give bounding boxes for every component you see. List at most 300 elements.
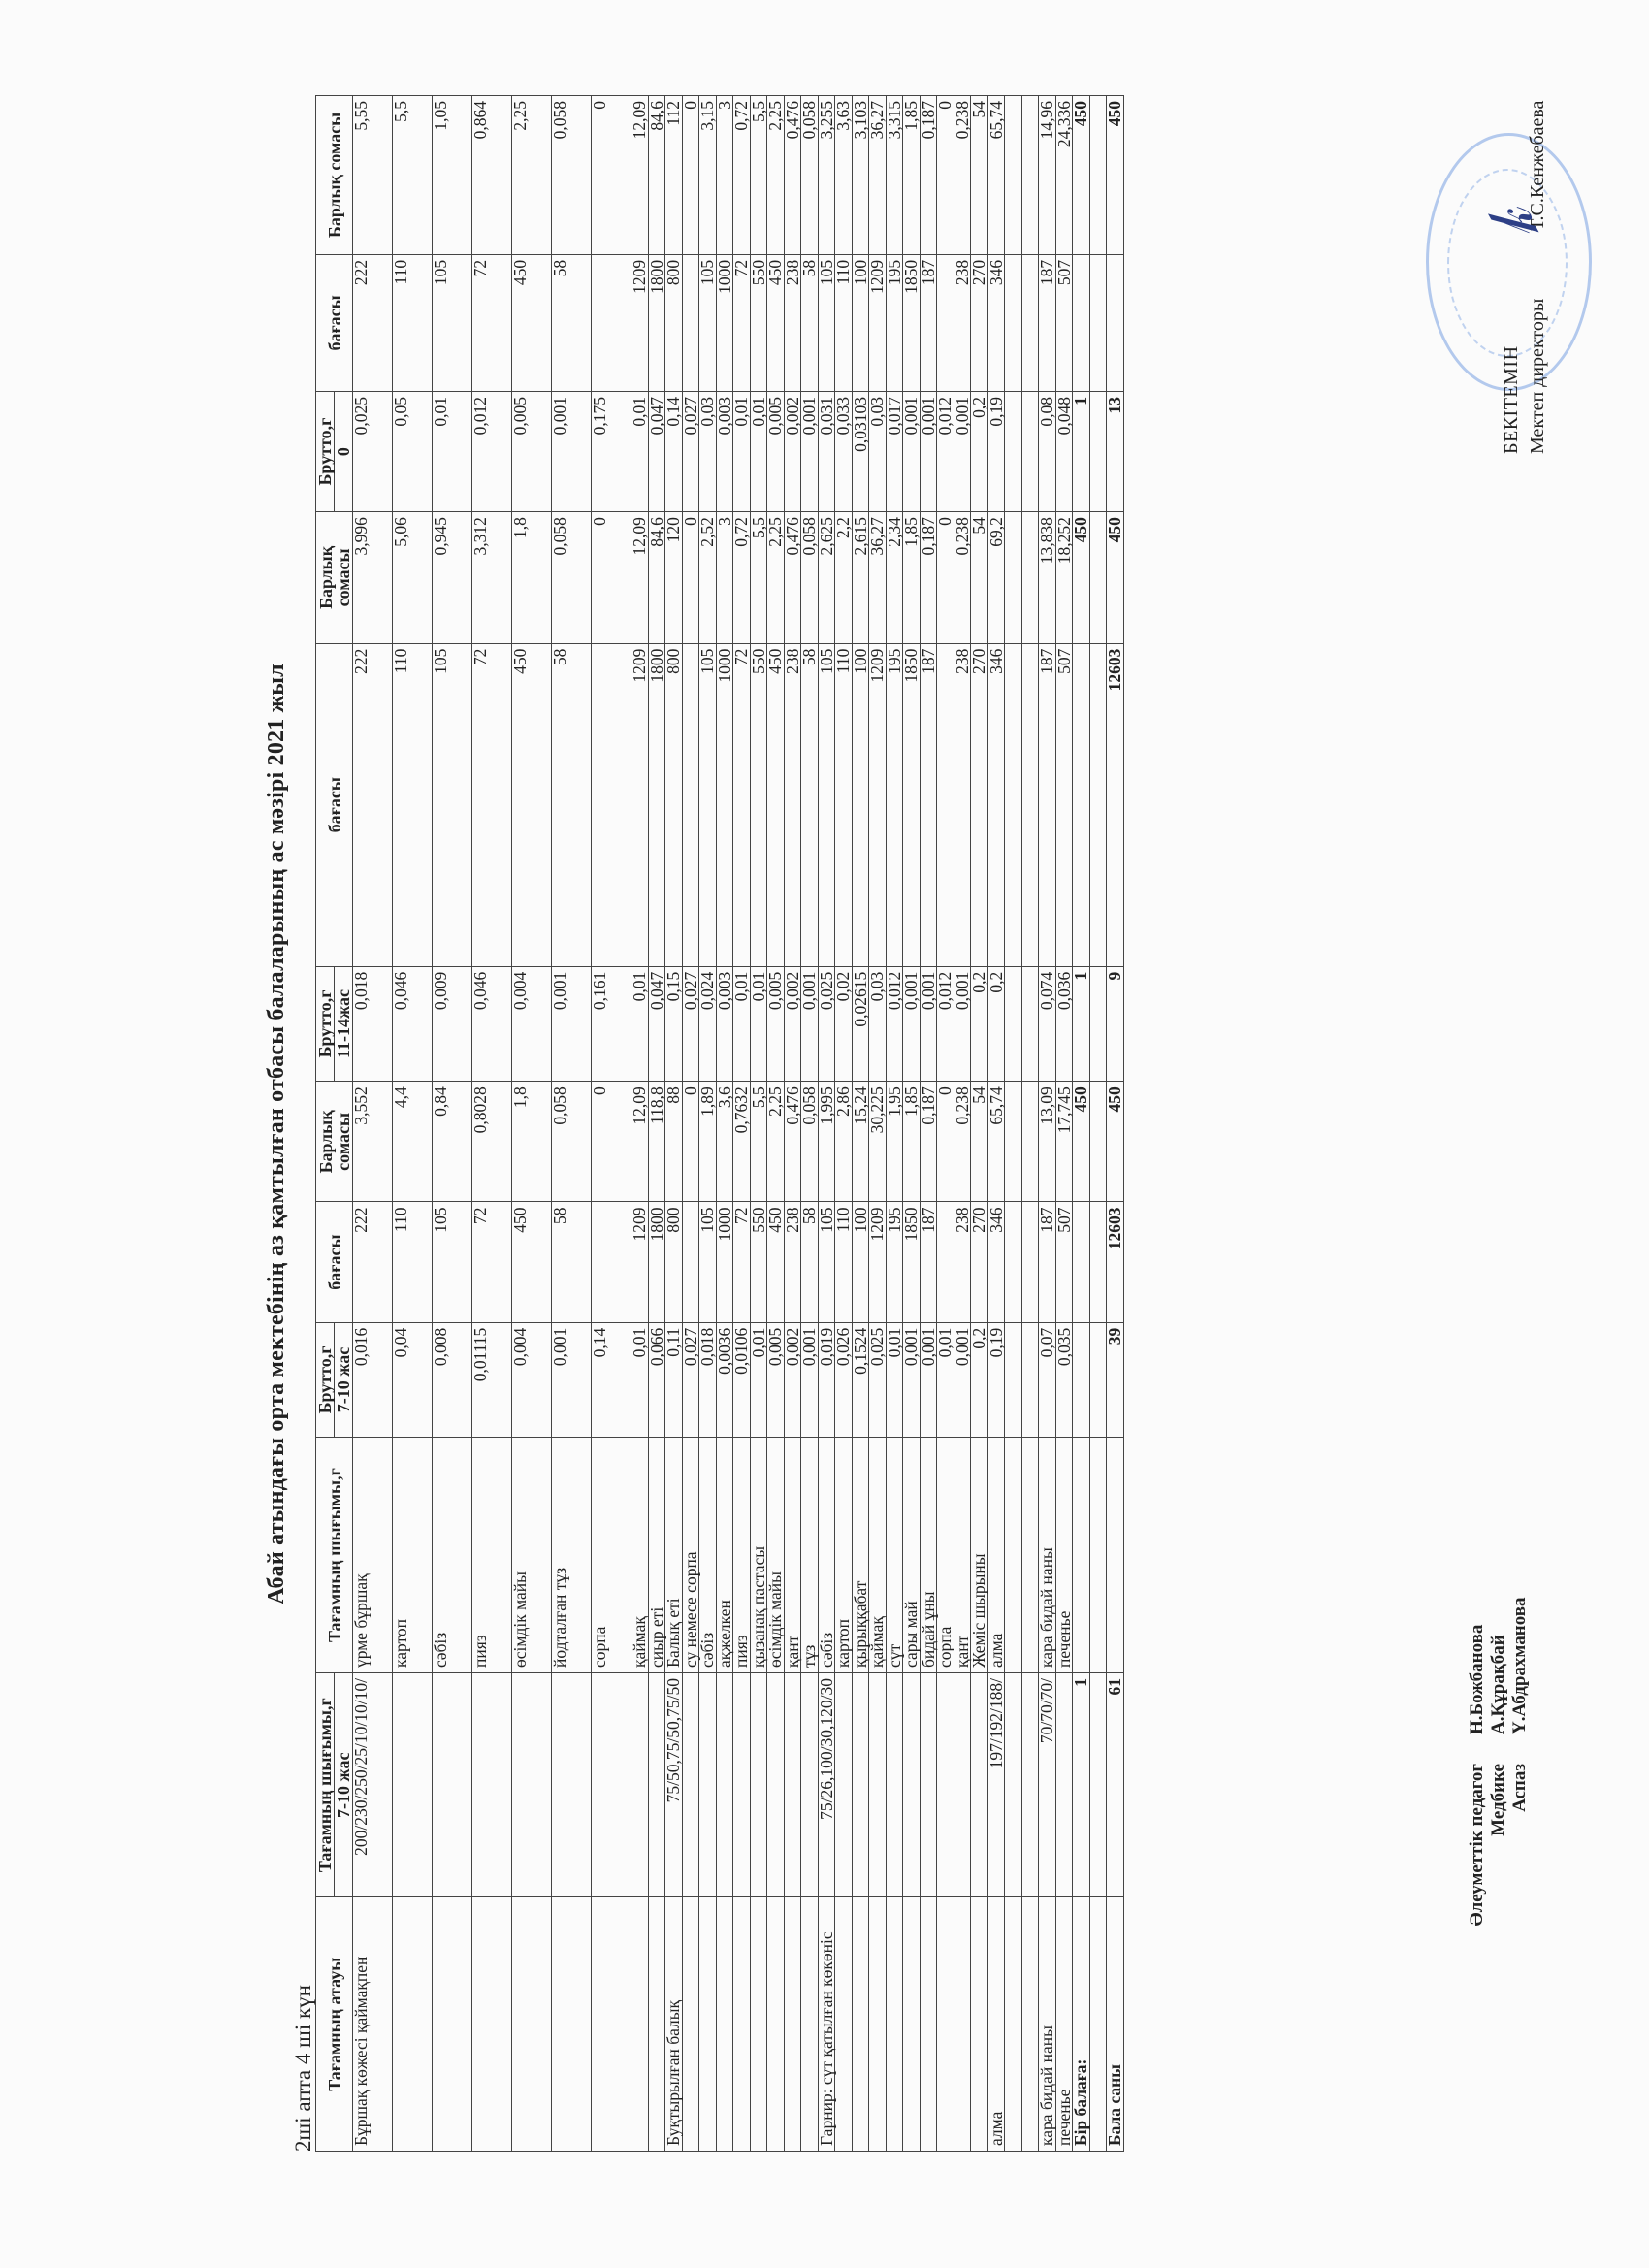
header-ingredient: Тағамның шығымы,г	[316, 1438, 353, 1673]
price-2-cell: 346	[987, 643, 1005, 966]
price-2-cell	[1005, 643, 1022, 966]
total-2-cell: 2,625	[818, 512, 835, 643]
gross-2-cell: 0,024	[699, 966, 717, 1082]
ingredient-cell: сәбіз	[818, 1438, 835, 1673]
dish-cell	[1021, 1897, 1039, 2152]
yield-cell	[512, 1673, 552, 1897]
price-2-cell	[1021, 643, 1039, 966]
gross-3-cell	[1005, 391, 1022, 511]
dish-cell	[937, 1897, 954, 2152]
table-row	[433, 96, 472, 2152]
gross-3-cell: 1	[1073, 391, 1090, 511]
table-row	[903, 96, 921, 2152]
total-1-cell: 1,95	[886, 1082, 903, 1202]
ingredient-cell: өсімдік майы	[512, 1438, 552, 1673]
total-1-cell: 3,552	[353, 1082, 393, 1202]
signature-name: Ү.Абдрахманова	[1509, 1597, 1530, 1734]
total-1-cell: 30,225	[869, 1082, 887, 1202]
total-2-cell: 2,615	[852, 512, 869, 643]
gross-3-cell: 0,03103	[852, 391, 869, 511]
ingredient-cell: пияз	[472, 1438, 512, 1673]
total-2-cell: 5,5	[750, 512, 767, 643]
header-gross-1: Брутто,г	[316, 1322, 335, 1438]
total-3-cell: 0	[937, 96, 954, 255]
gross-1-cell: 0,1524	[852, 1322, 869, 1438]
signature-role: Әлеуметтік педагог	[1467, 1764, 1487, 1927]
price-1-cell: 72	[472, 1202, 512, 1322]
gross-1-cell: 0,2	[971, 1322, 988, 1438]
gross-1-cell: 0,01	[750, 1322, 767, 1438]
yield-cell	[648, 1673, 665, 1897]
price-3-cell: 195	[886, 254, 903, 391]
price-3-cell: 800	[665, 254, 683, 391]
yield-cell	[920, 1673, 937, 1897]
price-1-cell: 105	[699, 1202, 717, 1322]
gross-1-cell: 0,0036	[716, 1322, 733, 1438]
header-total-2: Барлық сомасы	[316, 512, 353, 643]
dish-cell: печенье	[1055, 1897, 1073, 2152]
total-3-cell: 0,72	[733, 96, 751, 255]
gross-2-cell: 0,001	[801, 966, 819, 1082]
gross-2-cell: 0,025	[818, 966, 835, 1082]
yield-cell	[971, 1673, 988, 1897]
gross-2-cell: 0,074	[1039, 966, 1056, 1082]
yield-cell: 75/50,75/50,75/50	[665, 1673, 683, 1897]
dish-cell	[750, 1897, 767, 2152]
table-row	[716, 96, 733, 2152]
dish-cell	[472, 1897, 512, 2152]
total-3-cell: 5,55	[353, 96, 393, 255]
gross-1-cell: 0,001	[920, 1322, 937, 1438]
price-1-cell: 72	[733, 1202, 751, 1322]
dish-cell	[682, 1897, 699, 2152]
total-3-cell	[1089, 96, 1107, 255]
price-3-cell: 222	[353, 254, 393, 391]
price-1-cell	[1021, 1202, 1039, 1322]
gross-2-cell: 0,009	[433, 966, 472, 1082]
ingredient-cell	[1089, 1438, 1107, 1673]
price-3-cell	[1005, 254, 1022, 391]
gross-1-cell: 0,01	[937, 1322, 954, 1438]
price-3-cell: 72	[733, 254, 751, 391]
signature-role: Аспаз	[1509, 1764, 1530, 1812]
gross-3-cell: 0,01	[631, 391, 649, 511]
total-3-cell: 0,058	[801, 96, 819, 255]
header-total-1: Барлық сомасы	[316, 1082, 353, 1202]
ingredient-cell	[1073, 1438, 1090, 1673]
ingredient-cell: картоп	[835, 1438, 853, 1673]
dish-cell	[920, 1897, 937, 2152]
price-1-cell: 110	[393, 1202, 433, 1322]
ingredient-cell	[1107, 1438, 1124, 1673]
dish-cell	[433, 1897, 472, 2152]
price-1-cell: 450	[767, 1202, 785, 1322]
price-2-cell: 507	[1055, 643, 1073, 966]
table-row	[472, 96, 512, 2152]
gross-3-cell: 0,031	[818, 391, 835, 511]
price-2-cell	[682, 643, 699, 966]
total-1-cell: 1,8	[512, 1082, 552, 1202]
table-row	[750, 96, 767, 2152]
price-2-cell: 1209	[631, 643, 649, 966]
ingredient-cell: сорпа	[937, 1438, 954, 1673]
total-2-cell: 69,2	[987, 512, 1005, 643]
price-3-cell: 187	[920, 254, 937, 391]
dish-cell	[1005, 1897, 1022, 2152]
price-3-cell: 72	[472, 254, 512, 391]
yield-cell	[1055, 1673, 1073, 1897]
dish-cell	[801, 1897, 819, 2152]
ingredient-cell: сүт	[886, 1438, 903, 1673]
table-row	[784, 96, 801, 2152]
dish-cell	[835, 1897, 853, 2152]
gross-2-cell: 0,027	[682, 966, 699, 1082]
total-3-cell: 14,96	[1039, 96, 1056, 255]
price-3-cell: 1800	[648, 254, 665, 391]
yield-cell	[1005, 1673, 1022, 1897]
price-2-cell: 187	[1039, 643, 1056, 966]
table-row	[353, 96, 393, 2152]
gross-3-cell: 0,017	[886, 391, 903, 511]
gross-3-cell: 0,14	[665, 391, 683, 511]
total-1-cell: 3,6	[716, 1082, 733, 1202]
gross-2-cell: 0,2	[987, 966, 1005, 1082]
gross-2-cell: 0,2	[971, 966, 988, 1082]
total-3-cell: 0,058	[552, 96, 592, 255]
ingredient-cell: сәбіз	[699, 1438, 717, 1673]
ingredient-cell: қант	[784, 1438, 801, 1673]
price-3-cell: 238	[954, 254, 971, 391]
price-2-cell	[592, 643, 631, 966]
price-1-cell: 1209	[869, 1202, 887, 1322]
total-1-cell: 0,058	[801, 1082, 819, 1202]
price-2-cell: 58	[552, 643, 592, 966]
total-2-cell	[1005, 512, 1022, 643]
gross-2-cell: 0,03	[869, 966, 887, 1082]
price-1-cell: 100	[852, 1202, 869, 1322]
gross-1-cell	[1089, 1322, 1107, 1438]
price-3-cell	[592, 254, 631, 391]
dish-cell: Гарнир: сүт қатылған көкөніс	[818, 1897, 835, 2152]
table-row	[852, 96, 869, 2152]
gross-1-cell: 0,001	[954, 1322, 971, 1438]
dish-cell	[393, 1897, 433, 2152]
dish-cell	[733, 1897, 751, 2152]
header-gross-3-age: 0	[335, 391, 353, 511]
total-2-cell: 1,85	[903, 512, 921, 643]
yield-cell	[552, 1673, 592, 1897]
gross-3-cell: 0,047	[648, 391, 665, 511]
total-2-cell: 0,238	[954, 512, 971, 643]
dish-cell: кара бидай наны	[1039, 1897, 1056, 2152]
gross-2-cell	[1089, 966, 1107, 1082]
document-title: Абай атындағы орта мектебінің аз қамтылған отбасы балаларының ас мәзірі 2021 жыл	[264, 664, 289, 1604]
price-2-cell: 105	[699, 643, 717, 966]
total-1-cell: 5,5	[750, 1082, 767, 1202]
price-1-cell: 1000	[716, 1202, 733, 1322]
table-row	[699, 96, 717, 2152]
gross-3-cell: 0,027	[682, 391, 699, 511]
dish-cell	[852, 1897, 869, 2152]
ingredient-cell: қызанақ пастасы	[750, 1438, 767, 1673]
price-3-cell: 346	[987, 254, 1005, 391]
gross-1-cell: 0,0106	[733, 1322, 751, 1438]
ingredient-cell: су немесе сорпа	[682, 1438, 699, 1673]
approval-name: Т.С.Кенжебаева	[1527, 100, 1548, 231]
price-1-cell: 1209	[631, 1202, 649, 1322]
gross-1-cell: 0,11	[665, 1322, 683, 1438]
gross-1-cell: 0,14	[592, 1322, 631, 1438]
total-1-cell: 450	[1073, 1082, 1090, 1202]
gross-2-cell: 0,02615	[852, 966, 869, 1082]
total-3-cell: 3,103	[852, 96, 869, 255]
total-3-cell: 84,6	[648, 96, 665, 255]
total-1-cell	[1005, 1082, 1022, 1202]
dish-cell	[699, 1897, 717, 2152]
total-1-cell: 65,74	[987, 1082, 1005, 1202]
price-3-cell	[682, 254, 699, 391]
gross-2-cell: 0,01	[733, 966, 751, 1082]
table-row	[869, 96, 887, 2152]
price-1-cell: 222	[353, 1202, 393, 1322]
price-2-cell: 187	[920, 643, 937, 966]
gross-3-cell: 0,012	[937, 391, 954, 511]
gross-3-cell: 0,001	[903, 391, 921, 511]
yield-cell	[1021, 1673, 1039, 1897]
yield-cell: 75/26,100/30,120/30	[818, 1673, 835, 1897]
yield-cell	[631, 1673, 649, 1897]
total-2-cell	[1021, 512, 1039, 643]
total-1-cell: 1,85	[903, 1082, 921, 1202]
total-1-cell: 13,09	[1039, 1082, 1056, 1202]
gross-3-cell: 0,005	[767, 391, 785, 511]
total-3-cell	[1005, 96, 1022, 255]
dish-cell	[592, 1897, 631, 2152]
gross-3-cell: 0,001	[552, 391, 592, 511]
total-2-cell: 84,6	[648, 512, 665, 643]
total-3-cell: 5,5	[393, 96, 433, 255]
gross-2-cell: 0,01	[631, 966, 649, 1082]
yield-cell: 200/230/250/25/10/10/10/	[353, 1673, 393, 1897]
yield-cell	[1089, 1673, 1107, 1897]
total-2-cell: 54	[971, 512, 988, 643]
yield-cell: 61	[1107, 1673, 1124, 1897]
total-3-cell: 12,09	[631, 96, 649, 255]
total-2-cell: 3,312	[472, 512, 512, 643]
header-price-1: бағасы	[316, 1202, 353, 1322]
dish-cell	[1089, 1897, 1107, 2152]
ingredient-cell: Балық еті	[665, 1438, 683, 1673]
price-1-cell: 238	[784, 1202, 801, 1322]
yield-cell	[886, 1673, 903, 1897]
total-1-cell: 0	[937, 1082, 954, 1202]
gross-1-cell: 0,07	[1039, 1322, 1056, 1438]
total-2-cell: 0,058	[801, 512, 819, 643]
total-2-cell: 13,838	[1039, 512, 1056, 643]
signature-name: Н.Божбанова	[1467, 1624, 1487, 1734]
total-1-cell: 450	[1107, 1082, 1124, 1202]
dish-cell: Бұршақ көжесі қаймақпен	[353, 1897, 393, 2152]
price-2-cell: 12603	[1107, 643, 1124, 966]
price-1-cell: 12603	[1107, 1202, 1124, 1322]
gross-1-cell: 0,01	[631, 1322, 649, 1438]
gross-1-cell: 0,04	[393, 1322, 433, 1438]
price-2-cell	[1073, 643, 1090, 966]
total-1-cell: 0,058	[552, 1082, 592, 1202]
ingredient-cell: қант	[954, 1438, 971, 1673]
dish-cell	[886, 1897, 903, 2152]
total-3-cell: 5,5	[750, 96, 767, 255]
total-3-cell: 0,238	[954, 96, 971, 255]
yield-cell: 70/70/70/	[1039, 1673, 1056, 1897]
dish-cell	[784, 1897, 801, 2152]
total-3-cell: 0,187	[920, 96, 937, 255]
menu-table-body	[353, 96, 1124, 2152]
price-2-cell: 105	[433, 643, 472, 966]
dish-cell	[869, 1897, 887, 2152]
total-3-cell: 0	[682, 96, 699, 255]
ingredient-cell: үрме бұршақ	[353, 1438, 393, 1673]
table-row	[648, 96, 665, 2152]
gross-2-cell: 0,046	[393, 966, 433, 1082]
ingredient-cell: алма	[987, 1438, 1005, 1673]
total-1-cell: 0,7632	[733, 1082, 751, 1202]
gross-1-cell: 0,01	[886, 1322, 903, 1438]
gross-1-cell: 0,001	[552, 1322, 592, 1438]
header-price-2: бағасы	[316, 643, 353, 966]
gross-1-cell: 0,018	[699, 1322, 717, 1438]
price-2-cell: 238	[954, 643, 971, 966]
header-dish: Тағамның атауы	[316, 1897, 353, 2152]
total-2-cell: 2,25	[767, 512, 785, 643]
ingredient-cell: сәбіз	[433, 1438, 472, 1673]
ingredient-cell: өсімдік майы	[767, 1438, 785, 1673]
gross-2-cell: 0,161	[592, 966, 631, 1082]
gross-1-cell: 0,025	[869, 1322, 887, 1438]
document-subtitle: 2ші апта 4 ші күн	[291, 1985, 315, 2152]
gross-2-cell: 0,15	[665, 966, 683, 1082]
ingredient-cell: Жеміс шырыны	[971, 1438, 988, 1673]
gross-3-cell: 0,05	[393, 391, 433, 511]
ingredient-cell: бидай ұны	[920, 1438, 937, 1673]
price-2-cell: 450	[512, 643, 552, 966]
dish-cell: Бір балаға:	[1073, 1897, 1090, 2152]
dish-cell	[716, 1897, 733, 2152]
gross-1-cell: 0,19	[987, 1322, 1005, 1438]
price-2-cell: 105	[818, 643, 835, 966]
signature-roles	[1467, 1764, 1531, 1938]
total-3-cell: 3,315	[886, 96, 903, 255]
total-2-cell: 5,06	[393, 512, 433, 643]
price-2-cell: 72	[733, 643, 751, 966]
dish-cell: алма	[987, 1897, 1005, 2152]
price-1-cell	[682, 1202, 699, 1322]
menu-table	[315, 95, 1124, 2152]
gross-2-cell	[1005, 966, 1022, 1082]
gross-1-cell: 0,01115	[472, 1322, 512, 1438]
price-2-cell	[937, 643, 954, 966]
total-2-cell: 12,09	[631, 512, 649, 643]
table-row	[835, 96, 853, 2152]
yield-cell	[750, 1673, 767, 1897]
price-3-cell: 507	[1055, 254, 1073, 391]
total-3-cell: 450	[1107, 96, 1124, 255]
gross-1-cell	[1005, 1322, 1022, 1438]
gross-3-cell: 0,001	[920, 391, 937, 511]
ingredient-cell: қырыққабат	[852, 1438, 869, 1673]
price-2-cell: 1209	[869, 643, 887, 966]
price-2-cell	[1089, 643, 1107, 966]
price-3-cell: 110	[835, 254, 853, 391]
total-3-cell: 2,25	[512, 96, 552, 255]
yield-cell	[682, 1673, 699, 1897]
gross-2-cell: 0,018	[353, 966, 393, 1082]
table-row	[801, 96, 819, 2152]
price-2-cell: 195	[886, 643, 903, 966]
price-1-cell: 105	[433, 1202, 472, 1322]
header-gross-2: Брутто,г	[316, 966, 335, 1082]
yield-cell: 197/192/188/	[987, 1673, 1005, 1897]
gross-3-cell: 0,001	[801, 391, 819, 511]
price-2-cell: 1800	[648, 643, 665, 966]
gross-1-cell: 0,019	[818, 1322, 835, 1438]
price-3-cell: 110	[393, 254, 433, 391]
dish-cell: Буқтырылған балық	[665, 1897, 683, 2152]
table-row	[886, 96, 903, 2152]
total-2-cell: 0,187	[920, 512, 937, 643]
total-2-cell: 450	[1073, 512, 1090, 643]
ingredient-cell: картоп	[393, 1438, 433, 1673]
total-2-cell: 120	[665, 512, 683, 643]
dish-cell	[648, 1897, 665, 2152]
signature-name: А.Құрақбай	[1488, 1635, 1508, 1734]
total-1-cell: 2,25	[767, 1082, 785, 1202]
dish-cell: Бала саны	[1107, 1897, 1124, 2152]
price-2-cell: 58	[801, 643, 819, 966]
total-3-cell: 0,476	[784, 96, 801, 255]
gross-1-cell: 0,066	[648, 1322, 665, 1438]
price-2-cell: 1850	[903, 643, 921, 966]
price-1-cell: 450	[512, 1202, 552, 1322]
price-1-cell: 58	[801, 1202, 819, 1322]
price-1-cell: 110	[835, 1202, 853, 1322]
gross-1-cell: 0,001	[903, 1322, 921, 1438]
price-1-cell: 58	[552, 1202, 592, 1322]
price-2-cell: 72	[472, 643, 512, 966]
gross-1-cell: 0,001	[801, 1322, 819, 1438]
header-gross-3: Брутто,г	[316, 391, 335, 511]
total-3-cell: 112	[665, 96, 683, 255]
price-3-cell: 1209	[869, 254, 887, 391]
total-1-cell: 1,89	[699, 1082, 717, 1202]
gross-2-cell: 0,036	[1055, 966, 1073, 1082]
total-3-cell: 3,63	[835, 96, 853, 255]
total-1-cell: 118,8	[648, 1082, 665, 1202]
table-row	[1039, 96, 1056, 2152]
yield-cell	[733, 1673, 751, 1897]
price-1-cell: 238	[954, 1202, 971, 1322]
price-3-cell: 450	[512, 254, 552, 391]
gross-3-cell: 0,003	[716, 391, 733, 511]
total-3-cell: 3,255	[818, 96, 835, 255]
header-total-3: Барлық сомасы	[316, 96, 353, 255]
price-3-cell: 187	[1039, 254, 1056, 391]
yield-cell	[903, 1673, 921, 1897]
yield-cell	[472, 1673, 512, 1897]
total-1-cell	[1089, 1082, 1107, 1202]
yield-cell	[592, 1673, 631, 1897]
yield-cell	[954, 1673, 971, 1897]
